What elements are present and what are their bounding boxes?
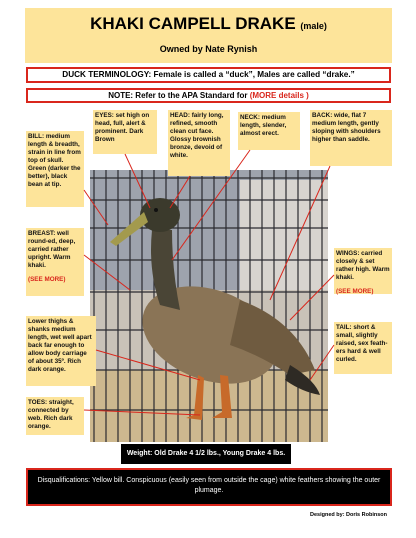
callout-back: BACK: wide, flat 7 medium length, gently sloping with shoulders higher than saddle.	[310, 110, 392, 166]
wings-see-more-link[interactable]: (SEE MORE)	[336, 288, 374, 295]
title-text: KHAKI CAMPELL DRAKE	[90, 14, 296, 33]
callout-eyes: EYES: set high on head, full, alert & prominent. Dark Brown	[93, 110, 157, 154]
page-title	[25, 14, 392, 34]
callout-head: HEAD: fairly long, refined, smooth clean cut face. Glossy brownish bronze, devoid of white.	[168, 110, 230, 176]
title-banner	[25, 8, 392, 63]
callout-toes: TOES: straight, connected by web. Rich dark orange.	[26, 397, 84, 435]
callout-breast	[26, 228, 84, 296]
more-details-link[interactable]: (MORE details )	[249, 91, 309, 100]
callout-thighs-shanks: Lower thighs & shanks medium length, wet well apart back far enough to allow body carriage of about 35º. Rich dark orange.	[26, 316, 96, 386]
weight-banner: Weight: Old Drake 4 1/2 lbs., Young Drake 4 lbs.	[121, 444, 291, 464]
callout-bill: BILL: medium length & breadth, strain in line from top of skull. Green (darker the better), black bean at tip.	[26, 131, 84, 207]
terminology-box: DUCK TERMINOLOGY: Female is called a “duck”, Males are called “drake.”	[26, 67, 391, 83]
note-text: NOTE: Refer to the APA Standard for	[108, 91, 250, 100]
note-box	[26, 88, 391, 103]
callout-tail: TAIL: short & small, slightly raised, sex feath-ers hard & well curled.	[334, 322, 392, 374]
wings-text: WINGS: carried closely & set rather high. Warm khaki.	[336, 250, 390, 281]
drake-photo	[90, 170, 328, 442]
owner-text: Owned by Nate Rynish	[159, 44, 258, 54]
callout-wings	[334, 248, 392, 294]
title-suffix: (male)	[300, 21, 327, 31]
designer-credit: Designed by: Doris Robinson	[310, 512, 388, 518]
disqualifications-box: Disqualifications: Yellow bill. Conspicuous (easily seen from outside the cage) white feathers showing the outer plumage.	[26, 468, 392, 506]
breast-text: BREAST: well round-ed, deep, carried rather upright. Warm khaki.	[28, 230, 76, 269]
callout-neck: NECK: medium length, slender, almost erect.	[238, 112, 300, 150]
breast-see-more-link[interactable]: (SEE MORE)	[28, 276, 66, 283]
